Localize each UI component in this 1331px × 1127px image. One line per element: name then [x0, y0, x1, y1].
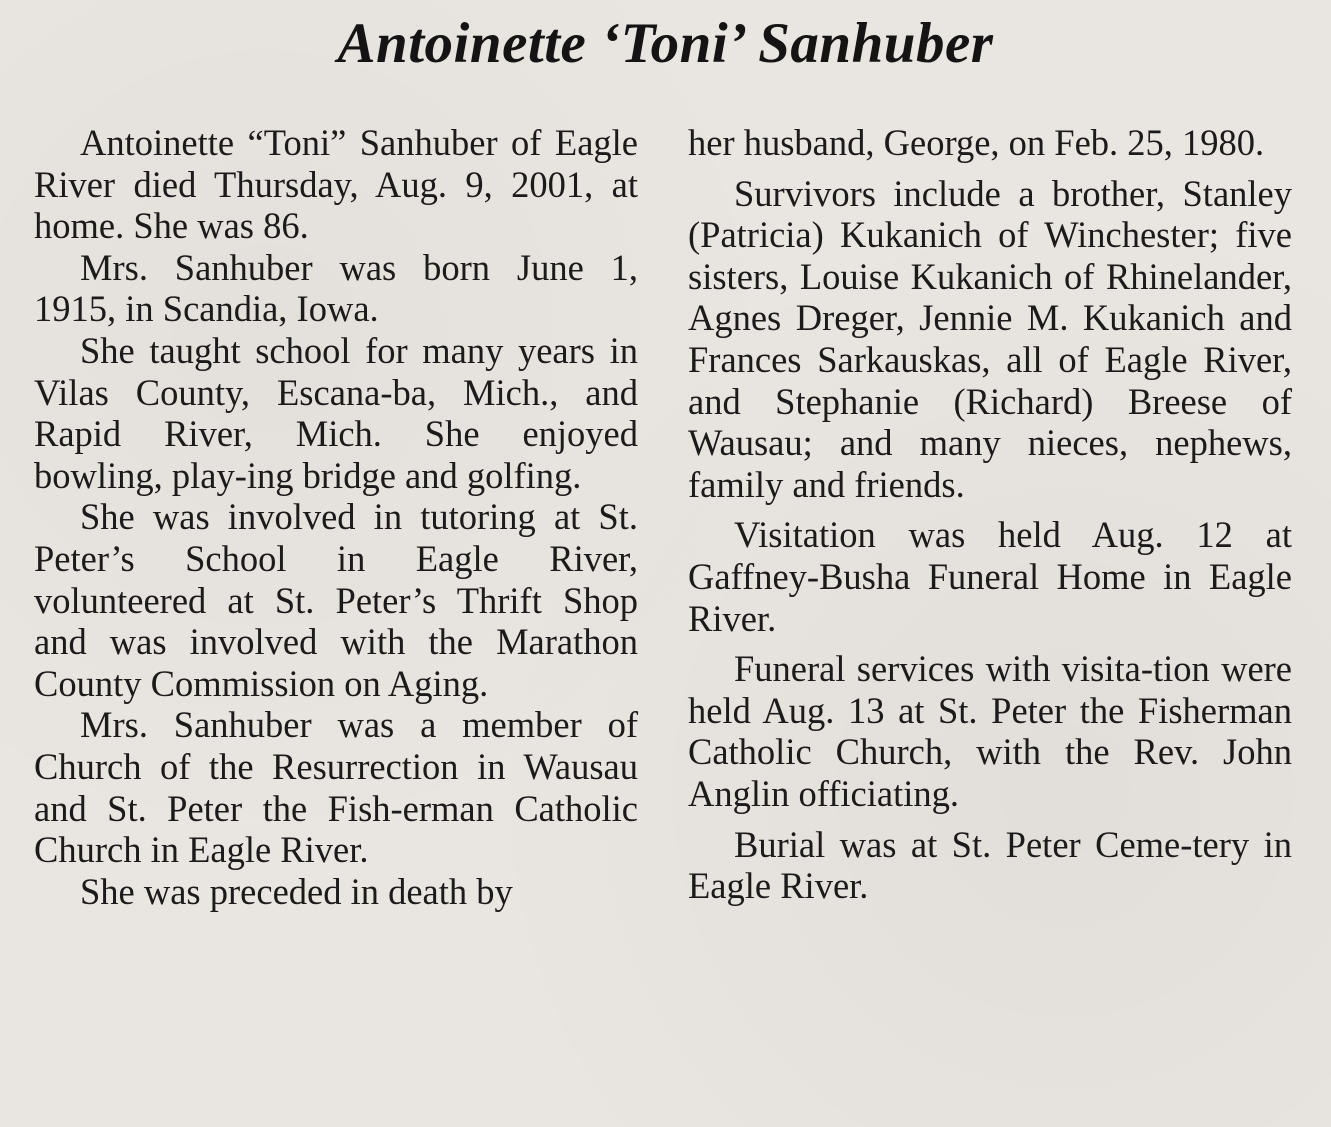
paragraph-church-membership: Mrs. Sanhuber was a member of Church of the Resurrection in Wausau and St. Peter the Fish-erman Catholic Church in Eagle River.: [34, 704, 638, 871]
obituary-headline: Antoinette ‘Toni’ Sanhuber: [337, 12, 994, 75]
paragraph-visitation: Visitation was held Aug. 12 at Gaffney-Busha Funeral Home in Eagle River.: [688, 514, 1292, 639]
paragraph-burial: Burial was at St. Peter Ceme-tery in Eagle River.: [688, 823, 1292, 907]
paragraph-birth: Mrs. Sanhuber was born June 1, 1915, in Scandia, Iowa.: [34, 246, 638, 330]
paragraph-preceded-start: She was preceded in death by: [80, 870, 513, 912]
left-column: [34, 122, 638, 912]
paragraph-volunteering: She was involved in tutoring at St. Peter’s School in Eagle River, volunteered at St. Peter’s Thrift Shop and was involved with the Marathon County Commission on Aging.: [34, 496, 638, 704]
paragraph-survivors: Survivors include a brother, Stanley (Patricia) Kukanich of Winchester; five sisters, Louise Kukanich of Rhinelander, Agnes Dreger, Jennie M. Kukanich and Frances Sarkauskas, all of Eagle River, and Stephanie (Richard) Breese of Wausau; and many nieces, nephews, family and friends.: [688, 172, 1292, 505]
paragraph-teaching: She taught school for many years in Vilas County, Escana-ba, Mich., and Rapid River, Mich. She enjoyed bowling, play-ing bridge and golfing.: [34, 329, 638, 496]
right-column: [688, 122, 1292, 907]
paragraph-preceded-end: her husband, George, on Feb. 25, 1980.: [688, 122, 1265, 163]
paragraph-funeral-services: Funeral services with visita-tion were held Aug. 13 at St. Peter the Fisherman Catholic Church, with the Rev. John Anglin officiating.: [688, 648, 1292, 814]
paragraph-death-notice: Antoinette “Toni” Sanhuber of Eagle River died Thursday, Aug. 9, 2001, at home. She was 86.: [34, 122, 638, 247]
